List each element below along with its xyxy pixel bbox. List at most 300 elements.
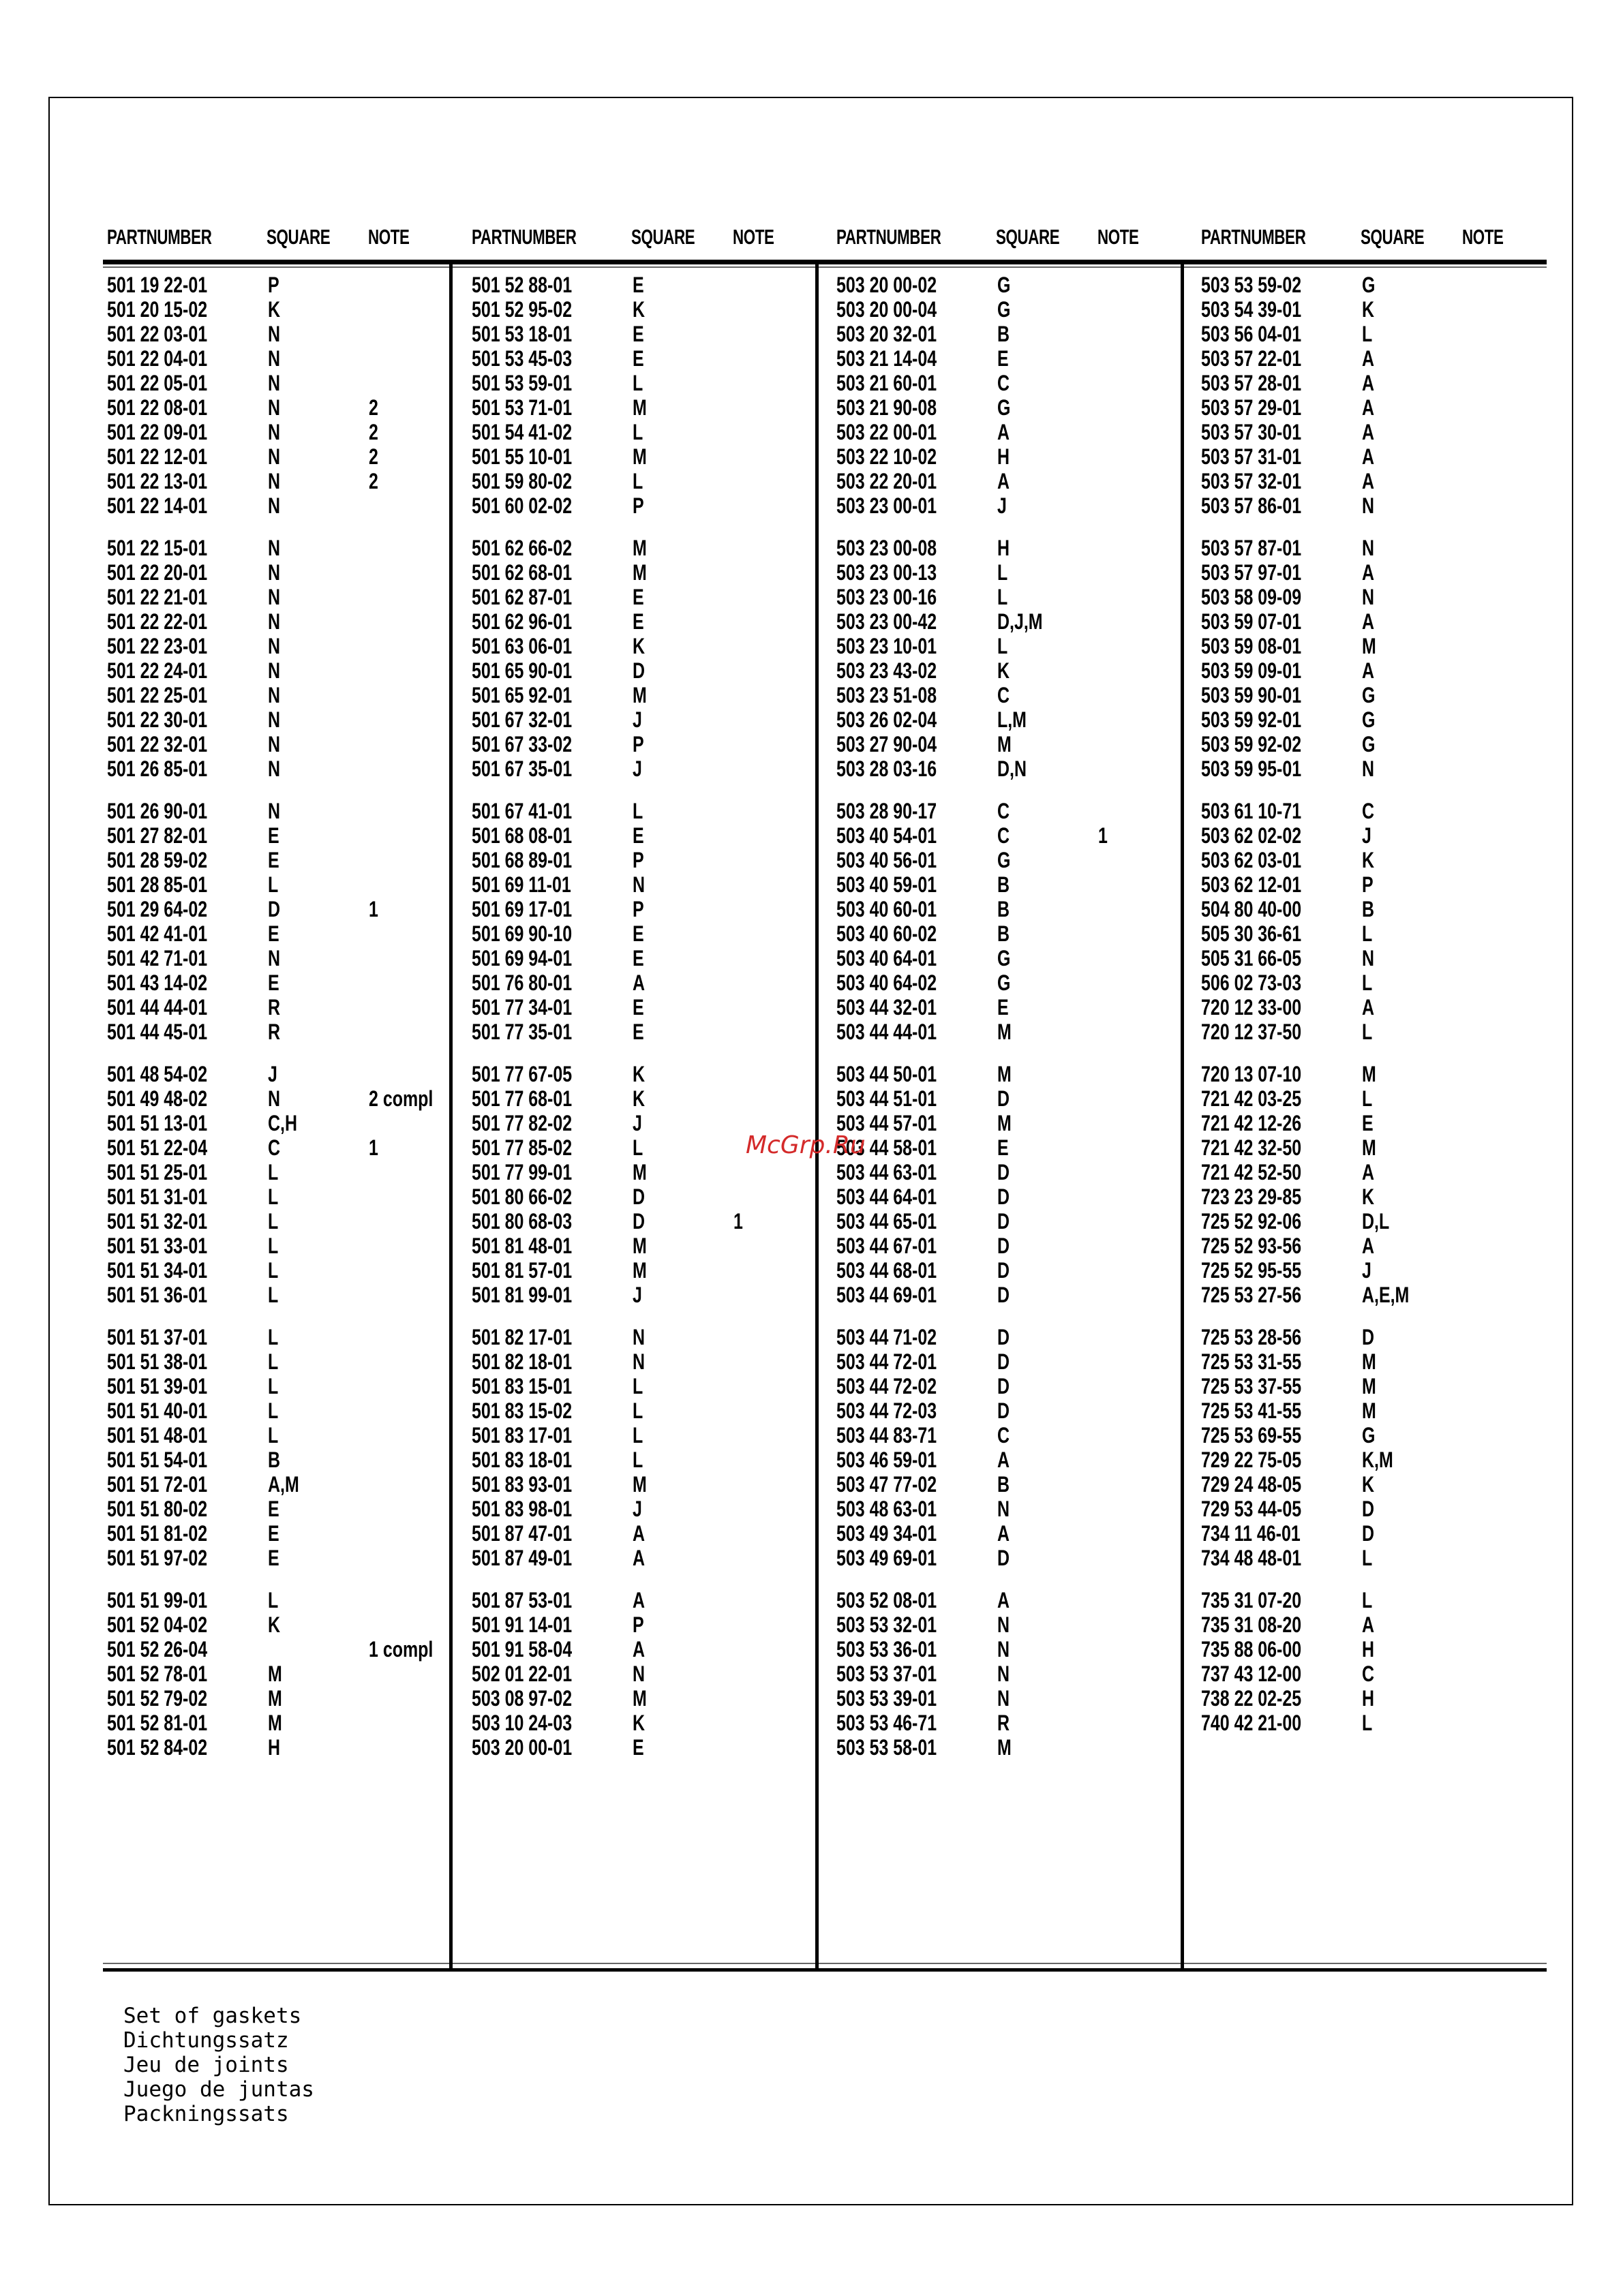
table-row — [1201, 732, 1556, 756]
part-number: 501 51 22-04 — [107, 1135, 208, 1160]
square-code: P — [268, 273, 279, 297]
part-number: 501 77 35-01 — [472, 1020, 573, 1044]
square-code: L — [268, 1325, 279, 1349]
square-code: L — [268, 1423, 279, 1448]
square-code: B — [1362, 897, 1375, 921]
table-row — [107, 707, 461, 732]
table-row — [107, 1111, 461, 1135]
part-number: 501 51 40-01 — [107, 1398, 208, 1423]
square-code: M — [633, 536, 647, 560]
part-number: 721 42 52-50 — [1201, 1160, 1302, 1184]
parts-column-4 — [1201, 273, 1556, 1753]
table-row — [107, 1637, 461, 1662]
table-row — [1201, 1374, 1556, 1398]
table-row — [1201, 585, 1556, 609]
part-number: 501 51 33-01 — [107, 1234, 208, 1258]
table-row — [1201, 1472, 1556, 1497]
square-code: H — [997, 536, 1010, 560]
part-number: 503 61 10-71 — [1201, 799, 1302, 823]
part-number: 503 53 36-01 — [836, 1637, 937, 1662]
part-number: 503 40 64-01 — [836, 946, 937, 970]
square-code: B — [997, 1472, 1010, 1497]
header-square-3: SQUARE — [996, 225, 1060, 249]
square-code: M — [1362, 1135, 1376, 1160]
square-code: K — [268, 297, 281, 322]
table-row — [472, 683, 826, 707]
table-row — [472, 897, 826, 921]
table-row — [1201, 1612, 1556, 1637]
part-number: 740 42 21-00 — [1201, 1711, 1302, 1735]
square-code: K — [1362, 1472, 1375, 1497]
square-code: A — [1362, 1612, 1375, 1637]
square-code: L — [268, 1160, 279, 1184]
table-row — [1201, 1086, 1556, 1111]
table-row — [107, 1735, 461, 1760]
part-number: 503 23 10-01 — [836, 634, 937, 658]
table-row — [836, 848, 1191, 872]
square-code: A — [997, 420, 1010, 444]
header-partnumber-3: PARTNUMBER — [836, 225, 941, 249]
part-number: 501 51 39-01 — [107, 1374, 208, 1398]
part-number: 501 69 94-01 — [472, 946, 573, 970]
table-row — [836, 872, 1191, 897]
table-row — [1201, 609, 1556, 634]
square-code: M — [633, 560, 647, 585]
square-code: N — [268, 585, 281, 609]
table-row — [836, 420, 1191, 444]
square-code: H — [1362, 1686, 1375, 1711]
square-code: A — [633, 1521, 646, 1546]
part-number: 501 83 15-01 — [472, 1374, 573, 1398]
table-row — [107, 444, 461, 469]
part-number: 735 31 07-20 — [1201, 1588, 1302, 1612]
table-row — [107, 1020, 461, 1044]
table-row — [836, 346, 1191, 371]
square-code: M — [997, 1735, 1012, 1760]
table-row — [1201, 346, 1556, 371]
square-code: C — [997, 823, 1010, 848]
square-code: J — [633, 1111, 642, 1135]
table-row — [472, 420, 826, 444]
square-code: M — [1362, 1374, 1376, 1398]
square-code: D — [997, 1184, 1010, 1209]
part-number: 503 21 60-01 — [836, 371, 937, 395]
square-code: N — [268, 634, 281, 658]
table-row — [472, 1325, 826, 1349]
part-number: 725 52 93-56 — [1201, 1234, 1302, 1258]
part-number: 501 67 33-02 — [472, 732, 573, 756]
part-number: 501 19 22-01 — [107, 273, 208, 297]
table-row — [836, 1735, 1191, 1760]
table-row — [472, 1062, 826, 1086]
table-row — [1201, 1135, 1556, 1160]
table-row — [107, 1521, 461, 1546]
square-code: K — [633, 1062, 646, 1086]
square-code: E — [633, 273, 644, 297]
table-row — [836, 1374, 1191, 1398]
square-code: N — [1362, 946, 1375, 970]
part-number: 501 80 66-02 — [472, 1184, 573, 1209]
part-number: 505 31 66-05 — [1201, 946, 1302, 970]
table-row — [107, 1588, 461, 1612]
table-row — [472, 1184, 826, 1209]
table-row — [1201, 1546, 1556, 1570]
square-code: D — [997, 1398, 1010, 1423]
square-code: M — [1362, 1398, 1376, 1423]
table-row — [107, 1283, 461, 1307]
square-code: E — [633, 346, 644, 371]
part-number: 503 54 39-01 — [1201, 297, 1302, 322]
square-code: L — [997, 585, 1008, 609]
square-code: B — [997, 872, 1010, 897]
part-number: 501 51 80-02 — [107, 1497, 208, 1521]
table-row — [1201, 444, 1556, 469]
square-code: L — [268, 1283, 279, 1307]
part-number: 503 23 00-16 — [836, 585, 937, 609]
header-square-4: SQUARE — [1361, 225, 1425, 249]
square-code: C — [997, 683, 1010, 707]
table-row — [836, 1612, 1191, 1637]
square-code: E — [633, 609, 644, 634]
square-code: N — [268, 732, 281, 756]
table-row — [472, 1637, 826, 1662]
square-code: D — [1362, 1521, 1375, 1546]
part-number: 501 77 85-02 — [472, 1135, 573, 1160]
table-row — [472, 560, 826, 585]
table-row — [836, 1283, 1191, 1307]
table-row — [107, 273, 461, 297]
row-group — [472, 1588, 826, 1760]
table-row — [107, 732, 461, 756]
table-row — [107, 1325, 461, 1349]
square-code: N — [268, 560, 281, 585]
table-row — [836, 756, 1191, 781]
square-code: D,N — [997, 756, 1027, 781]
table-row — [1201, 1588, 1556, 1612]
square-code: L — [633, 1423, 643, 1448]
part-number: 503 23 00-13 — [836, 560, 937, 585]
header-note-4: NOTE — [1462, 225, 1504, 249]
square-code: A — [1362, 444, 1375, 469]
part-number: 501 81 48-01 — [472, 1234, 573, 1258]
part-number: 501 22 13-01 — [107, 469, 208, 493]
square-code: H — [1362, 1637, 1375, 1662]
square-code: E — [633, 946, 644, 970]
part-number: 503 08 97-02 — [472, 1686, 573, 1711]
table-row — [836, 707, 1191, 732]
table-row — [107, 1711, 461, 1735]
row-group — [107, 1062, 461, 1307]
table-row — [836, 970, 1191, 995]
square-code: G — [1362, 273, 1376, 297]
table-row — [107, 1135, 461, 1160]
table-row — [472, 346, 826, 371]
table-row — [107, 658, 461, 683]
table-row — [472, 469, 826, 493]
part-number: 501 42 71-01 — [107, 946, 208, 970]
square-code: D — [268, 897, 281, 921]
table-row — [1201, 1258, 1556, 1283]
square-code: N — [268, 322, 281, 346]
table-row — [836, 1448, 1191, 1472]
table-row — [472, 1497, 826, 1521]
square-code: L,M — [997, 707, 1027, 732]
square-code: L — [268, 1258, 279, 1283]
part-number: 501 43 14-02 — [107, 970, 208, 995]
part-number: 501 51 25-01 — [107, 1160, 208, 1184]
row-group — [836, 799, 1191, 1044]
square-code: E — [268, 823, 279, 848]
part-number: 501 67 35-01 — [472, 756, 573, 781]
table-row — [1201, 1209, 1556, 1234]
note: 2 — [369, 395, 378, 420]
square-code: N — [268, 946, 281, 970]
table-row — [1201, 1521, 1556, 1546]
part-number: 503 22 20-01 — [836, 469, 937, 493]
part-number: 725 53 27-56 — [1201, 1283, 1302, 1307]
table-row — [836, 658, 1191, 683]
part-number: 503 53 37-01 — [836, 1662, 937, 1686]
part-number: 501 53 59-01 — [472, 371, 573, 395]
square-code: N — [268, 1086, 281, 1111]
table-row — [472, 799, 826, 823]
table-row — [836, 1184, 1191, 1209]
part-number: 503 44 71-02 — [836, 1325, 937, 1349]
table-row — [472, 970, 826, 995]
part-number: 503 44 72-01 — [836, 1349, 937, 1374]
footer-line-es: Juego de juntas — [123, 2077, 314, 2102]
square-code: P — [1362, 872, 1374, 897]
table-row — [472, 658, 826, 683]
table-row — [472, 946, 826, 970]
square-code: N — [997, 1662, 1010, 1686]
part-number: 734 11 46-01 — [1201, 1521, 1301, 1546]
table-row — [472, 1662, 826, 1686]
square-code: N — [1362, 536, 1375, 560]
table-row — [1201, 1325, 1556, 1349]
square-code: K — [997, 658, 1010, 683]
square-code: B — [997, 897, 1010, 921]
header-partnumber-1: PARTNUMBER — [107, 225, 212, 249]
part-number: 503 40 54-01 — [836, 823, 937, 848]
part-number: 503 40 56-01 — [836, 848, 937, 872]
part-number: 503 40 59-01 — [836, 872, 937, 897]
part-number: 501 51 54-01 — [107, 1448, 208, 1472]
square-code: P — [633, 732, 644, 756]
square-code: A — [1362, 469, 1375, 493]
square-code: B — [997, 322, 1010, 346]
square-code: A — [1362, 420, 1375, 444]
table-row — [472, 1086, 826, 1111]
table-row — [836, 1062, 1191, 1086]
table-row — [1201, 1184, 1556, 1209]
square-code: N — [268, 395, 281, 420]
part-number: 503 44 58-01 — [836, 1135, 937, 1160]
part-number: 501 22 12-01 — [107, 444, 208, 469]
table-row — [472, 273, 826, 297]
part-number: 503 49 69-01 — [836, 1546, 937, 1570]
square-code: K — [268, 1612, 281, 1637]
table-row — [1201, 1398, 1556, 1423]
square-code: J — [633, 707, 642, 732]
part-number: 503 44 50-01 — [836, 1062, 937, 1086]
square-code: C — [1362, 799, 1375, 823]
part-number: 501 22 32-01 — [107, 732, 208, 756]
row-group — [1201, 1588, 1556, 1735]
table-row — [836, 1111, 1191, 1135]
square-code: A — [1362, 995, 1375, 1020]
part-number: 501 91 58-04 — [472, 1637, 573, 1662]
part-number: 501 82 18-01 — [472, 1349, 573, 1374]
table-row — [107, 297, 461, 322]
part-number: 503 23 43-02 — [836, 658, 937, 683]
table-row — [1201, 1062, 1556, 1086]
square-code: E — [633, 995, 644, 1020]
part-number: 501 54 41-02 — [472, 420, 573, 444]
square-code: G — [997, 970, 1011, 995]
part-number: 501 22 05-01 — [107, 371, 208, 395]
table-row — [107, 585, 461, 609]
square-code: L — [268, 1374, 279, 1398]
square-code: K — [633, 1711, 646, 1735]
part-number: 738 22 02-25 — [1201, 1686, 1302, 1711]
part-number: 504 80 40-00 — [1201, 897, 1302, 921]
part-number: 501 42 41-01 — [107, 921, 208, 946]
square-code: M — [1362, 1062, 1376, 1086]
square-code: K — [1362, 297, 1375, 322]
square-code: L — [633, 1398, 643, 1423]
table-row — [472, 995, 826, 1020]
part-number: 503 44 63-01 — [836, 1160, 937, 1184]
square-code: K — [1362, 848, 1375, 872]
table-row — [1201, 683, 1556, 707]
part-number: 501 51 34-01 — [107, 1258, 208, 1283]
row-group — [836, 536, 1191, 781]
part-number: 503 62 12-01 — [1201, 872, 1302, 897]
table-row — [472, 848, 826, 872]
part-number: 501 83 15-02 — [472, 1398, 573, 1423]
square-code: L — [268, 1588, 279, 1612]
table-row — [472, 1546, 826, 1570]
part-number: 501 51 38-01 — [107, 1349, 208, 1374]
part-number: 503 23 51-08 — [836, 683, 937, 707]
square-code: E — [633, 921, 644, 946]
table-row — [1201, 1111, 1556, 1135]
table-row — [472, 1588, 826, 1612]
square-code: E — [997, 1135, 1009, 1160]
square-code: G — [1362, 707, 1376, 732]
part-number: 729 53 44-05 — [1201, 1497, 1302, 1521]
part-number: 503 57 28-01 — [1201, 371, 1302, 395]
part-number: 503 57 86-01 — [1201, 493, 1302, 518]
header-rule — [103, 260, 1547, 264]
square-code: E — [633, 823, 644, 848]
row-group — [1201, 273, 1556, 518]
table-row — [107, 536, 461, 560]
part-number: 503 57 87-01 — [1201, 536, 1302, 560]
square-code: L — [1362, 1086, 1373, 1111]
table-row — [107, 1448, 461, 1472]
part-number: 503 44 44-01 — [836, 1020, 937, 1044]
table-row — [836, 1588, 1191, 1612]
table-row — [836, 1521, 1191, 1546]
part-number: 725 52 92-06 — [1201, 1209, 1302, 1234]
square-code: N — [1362, 493, 1375, 518]
column-headers — [0, 225, 1623, 252]
table-row — [472, 634, 826, 658]
table-row — [1201, 946, 1556, 970]
part-number: 503 44 65-01 — [836, 1209, 937, 1234]
part-number: 501 69 90-10 — [472, 921, 573, 946]
square-code: J — [633, 756, 642, 781]
part-number: 501 87 49-01 — [472, 1546, 573, 1570]
part-number: 501 51 48-01 — [107, 1423, 208, 1448]
square-code: N — [268, 444, 281, 469]
table-row — [107, 1662, 461, 1686]
square-code: L — [268, 1184, 279, 1209]
square-code: D — [633, 1184, 646, 1209]
table-row — [836, 946, 1191, 970]
part-number: 725 53 28-56 — [1201, 1325, 1302, 1349]
square-code: C — [997, 371, 1010, 395]
part-number: 503 59 08-01 — [1201, 634, 1302, 658]
part-number: 725 53 31-55 — [1201, 1349, 1302, 1374]
part-number: 501 22 04-01 — [107, 346, 208, 371]
square-code: G — [997, 946, 1011, 970]
part-number: 501 28 85-01 — [107, 872, 208, 897]
square-code: L — [1362, 1711, 1373, 1735]
table-row — [836, 585, 1191, 609]
part-number: 503 28 03-16 — [836, 756, 937, 781]
table-row — [836, 1546, 1191, 1570]
square-code: C — [997, 1423, 1010, 1448]
square-code: D — [633, 658, 646, 683]
part-number: 501 77 82-02 — [472, 1111, 573, 1135]
part-number: 501 49 48-02 — [107, 1086, 208, 1111]
part-number: 501 60 02-02 — [472, 493, 573, 518]
square-code: E — [268, 848, 279, 872]
row-group — [472, 273, 826, 518]
table-row — [836, 1258, 1191, 1283]
note: 1 — [1098, 823, 1108, 848]
footer-line-fr: Jeu de joints — [123, 2053, 289, 2077]
square-code: N — [268, 346, 281, 371]
square-code: L — [268, 1398, 279, 1423]
square-code: M — [633, 1160, 647, 1184]
part-number: 729 22 75-05 — [1201, 1448, 1302, 1472]
square-code: L — [633, 1135, 643, 1160]
part-number: 501 62 87-01 — [472, 585, 573, 609]
note: 2 — [369, 420, 378, 444]
row-group — [836, 1062, 1191, 1307]
part-number: 505 30 36-61 — [1201, 921, 1302, 946]
table-row — [107, 420, 461, 444]
square-code: L — [1362, 970, 1373, 995]
part-number: 503 40 60-01 — [836, 897, 937, 921]
square-code: M — [997, 1020, 1012, 1044]
square-code: B — [997, 921, 1010, 946]
note: 2 compl — [369, 1086, 434, 1111]
table-row — [1201, 371, 1556, 395]
table-row — [1201, 1662, 1556, 1686]
table-row — [1201, 848, 1556, 872]
table-row — [836, 1020, 1191, 1044]
part-number: 501 22 15-01 — [107, 536, 208, 560]
part-number: 501 26 90-01 — [107, 799, 208, 823]
table-row — [472, 297, 826, 322]
table-row — [107, 1423, 461, 1448]
part-number: 503 57 32-01 — [1201, 469, 1302, 493]
